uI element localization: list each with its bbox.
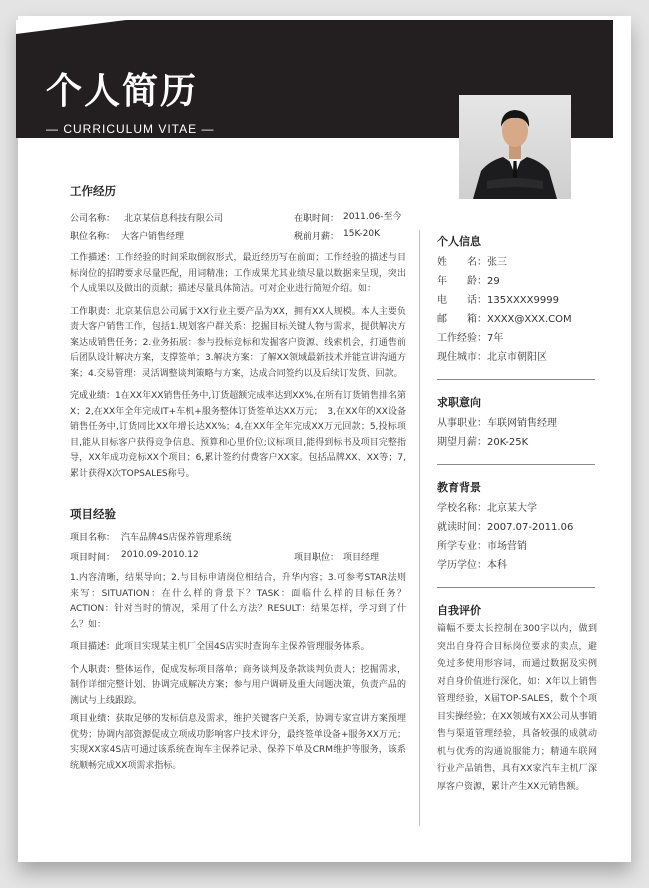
project-role-value: 项目经理 — [343, 553, 380, 563]
work-description — [70, 251, 406, 298]
right-column — [437, 233, 597, 796]
education-row — [437, 499, 597, 518]
project-result-text: 获取足够的发标信息及需求，维护关键客户关系，协调专家宣讲方案预埋优势；协调内部资源促成立项成功影响客户技术评分，最终签单设备+服务XX万元；实现XX家4S店可通过该系统查询车主保养记录、保养下单及CRM维护等服务，该系统顺畅完成XX项需求指标。 — [70, 714, 406, 771]
project-result — [70, 712, 406, 774]
personal-label: 邮 箱： — [437, 314, 487, 325]
company-label: 公司名称： — [70, 214, 116, 224]
intent-label: 从事职业： — [437, 418, 487, 429]
section-divider — [437, 464, 595, 465]
intent-value: 20K-25K — [487, 437, 529, 448]
section-divider — [437, 587, 595, 588]
work-desc-label: 工作描述： — [70, 253, 116, 263]
work-result — [70, 389, 406, 482]
personal-label: 工作经验： — [437, 333, 487, 344]
project-result-label: 项目业绩： — [70, 714, 116, 724]
work-desc-text: 工作经验的时间采取倒叙形式，最近经历写在前面；工作经验的描述与目标岗位的招聘要求尽量匹配，用词精准；工作成果尤其业绩尽量以数据来呈现，突出个人成果以及做出的贡献；描述尽量具体简洁。可对企业进行简短介绍。如： — [70, 253, 406, 294]
salary-label: 税前月薪： — [294, 232, 340, 242]
intent-row — [437, 433, 597, 452]
project-description — [70, 640, 406, 656]
personal-value: 北京市朝阳区 — [487, 352, 547, 363]
company-value: 北京某信息科技有限公司 — [124, 214, 224, 224]
personal-label: 姓 名： — [437, 257, 487, 268]
work-company-row — [70, 207, 406, 227]
personal-row — [437, 272, 597, 291]
personal-label: 年 龄： — [437, 276, 487, 287]
profile-photo — [459, 95, 571, 199]
personal-value: 张三 — [487, 257, 507, 268]
self-eval-text: 篇幅不要太长控制在300字以内，做到突出自身符合目标岗位要求的卖点，避免过多使用形容词，而通过数据及实例对自身价值进行深化，如：X年以上销售管理经验，X届TOP-SALES，数个个项目实操经验；在XX领域有XX公司从事销售与渠道管理经验，具备较强的成就动机与优秀的沟通说服能力；精通车联网行业产品销售，具有XX家汽车主机厂深厚客户资源，累计产生XX元销售额。 — [437, 624, 597, 792]
work-duty — [70, 305, 406, 383]
work-duty-label: 工作职责： — [70, 306, 116, 317]
intent-value: 车联网销售经理 — [487, 418, 557, 429]
project-time-label: 项目时间： — [70, 553, 116, 563]
personal-value: 135XXXX9999 — [487, 295, 559, 306]
project-time-row — [70, 548, 406, 568]
work-result-label: 完成业绩： — [70, 391, 116, 401]
section-divider — [437, 379, 595, 380]
period-value: 2011.06-至今 — [343, 212, 402, 222]
intent-label: 期望月薪： — [437, 437, 487, 448]
work-result-text: 1在XX年XX销售任务中,订货超额完成率达到XX%,在所有订货销售排名第X；2,在XX年全年完成IT+车机+服务整体订货签单达XX万元； 3,在XX年的XX设备销售任务中,订货同比XX年增长达XX%；4,在XX年全年完成XX万元回款；5,投标项目,能从目标客户获得竞争信息、预算和心里价位;议标项目,能得到标书及项目完整指导，XX年成功竞标XX个项目；6,累计签约付费客户XX家。包括品牌XX、XX等；7,累计获得X次TOPSALES称号。 — [70, 391, 407, 479]
intent-section-title: 求职意向 — [437, 396, 481, 409]
left-column — [70, 183, 406, 774]
position-value: 大客户销售经理 — [121, 232, 185, 242]
personal-row — [437, 291, 597, 310]
project-name-row — [70, 528, 406, 548]
project-name-label: 项目名称： — [70, 533, 116, 543]
education-row — [437, 518, 597, 537]
education-label: 学校名称： — [437, 503, 487, 514]
work-position-row — [70, 227, 406, 247]
personal-row — [437, 310, 597, 329]
self-eval-section-title: 自我评价 — [437, 604, 481, 617]
education-section-title: 教育背景 — [437, 481, 481, 494]
education-value: 北京某大学 — [487, 503, 537, 514]
column-divider — [419, 230, 420, 826]
person-portrait-icon — [459, 95, 571, 199]
education-label: 就读时间： — [437, 522, 487, 533]
education-value: 市场营销 — [487, 541, 527, 552]
position-label: 职位名称： — [70, 232, 116, 242]
work-duty-text: 北京某信息公司属于XX行业主要产品为XX，拥有XX人规模。本人主要负责大客户销售工作，包括1.规划客户群关系：挖掘目标关键人物与需求，提供解决方案达成销售任务；2.业务拓展：参与投标竞标和发掘客户资源、线索机会，打通售前后团队设计解决方案，支撑签单；3.解决方案：了解XX领域最新技术并能宣讲沟通方案；4.交易管理：灵活调整谈判策略与方案，达成合同签约以及后续订发货、回款。 — [70, 306, 406, 379]
personal-label: 电 话： — [437, 295, 487, 306]
intent-row — [437, 414, 597, 433]
project-desc-text: 此项目实现某主机厂全国4S店实时查询车主保养管理服务体系。 — [115, 642, 370, 652]
resume-title: 个人简历 — [46, 71, 199, 112]
project-intro: 1.内容清晰，结果导向；2.与目标申请岗位相结合，升华内容；3.可参考STAR法则来写：SITUATION：在什么样的背景下？TASK：面临什么样的目标任务？ACTION：针对当时的情况，采用了什么方法？RESULT：结果怎样，学习到了什么？如： — [70, 573, 406, 630]
personal-row — [437, 348, 597, 367]
work-section-title: 工作经历 — [70, 184, 116, 198]
banner-corner-cut — [16, 20, 126, 34]
personal-label: 现住城市： — [437, 352, 487, 363]
education-label: 所学专业： — [437, 541, 487, 552]
personal-section-title: 个人信息 — [437, 235, 481, 248]
personal-row — [437, 329, 597, 348]
education-row — [437, 537, 597, 556]
project-desc-label: 项目描述： — [70, 642, 116, 652]
education-value: 本科 — [487, 560, 507, 571]
project-duty-text: 整体运作，促成发标项目落单；商务谈判及条款谈判负责人；挖掘需求，制作详细完整计划、协调完成解决方案；参与用户调研及重大问题决策，负责产品的测试与上线跟踪。 — [70, 664, 406, 706]
resume-subtitle: — CURRICULUM VITAE — — [46, 122, 215, 136]
project-duty — [70, 663, 406, 710]
personal-row — [437, 253, 597, 272]
project-role-label: 项目职位： — [294, 553, 340, 563]
project-duty-label: 个人职责： — [70, 664, 116, 675]
project-name-value: 汽车品牌4S店保养管理系统 — [121, 533, 232, 543]
project-time-value: 2010.09-2010.12 — [121, 550, 199, 560]
personal-value: 29 — [487, 276, 500, 287]
education-value: 2007.07-2011.06 — [487, 522, 574, 533]
education-label: 学历学位： — [437, 560, 487, 571]
personal-value: 7年 — [487, 333, 504, 344]
education-row — [437, 556, 597, 575]
salary-value: 15K-20K — [343, 229, 381, 239]
personal-value: XXXX@XXX.COM — [487, 314, 572, 325]
period-label: 在职时间： — [294, 214, 340, 224]
project-section-title: 项目经验 — [70, 507, 116, 521]
